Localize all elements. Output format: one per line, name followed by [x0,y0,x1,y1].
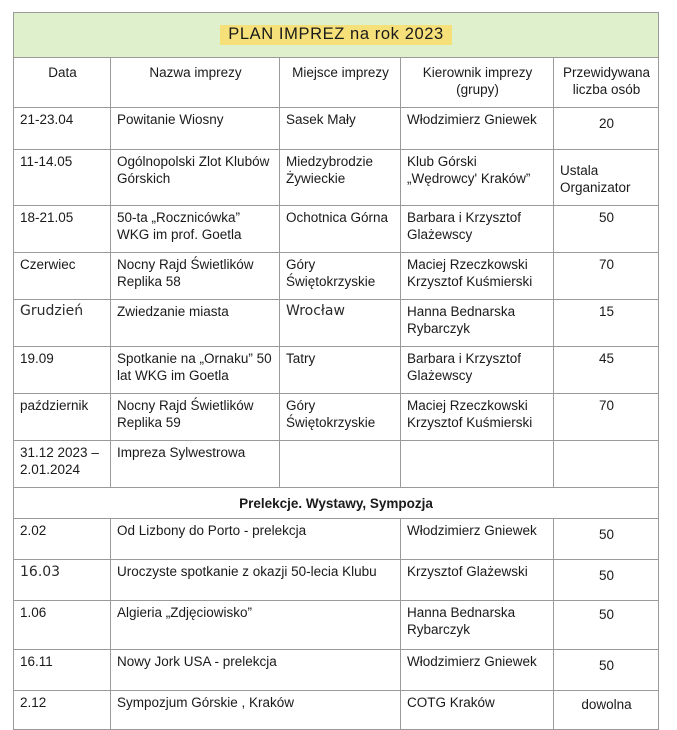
event-date: 18-21.05 [14,206,111,253]
title-row [14,13,659,58]
table-row [14,601,659,650]
lecture-count: 50 [554,560,659,601]
section-title: Prelekcje. Wystawy, Sympozja [14,488,659,519]
event-date: 11-14.05 [14,150,111,206]
table-row [14,560,659,601]
event-leader: Maciej Rzeczkowski Krzysztof Kuśmierski [401,394,554,441]
event-plan-table [13,12,659,730]
table-row [14,347,659,394]
event-place: Ochotnica Górna [280,206,401,253]
event-name: Spotkanie na „Ornaku” 50 lat WKG im Goetla [111,347,280,394]
event-date: 31.12 2023 – 2.01.2024 [14,441,111,488]
lecture-name: Algieria „Zdjęciowisko” [111,601,401,650]
event-place: Wrocław [280,300,401,347]
table-row [14,650,659,691]
lecture-date: 16.11 [14,650,111,691]
event-date: 21-23.04 [14,108,111,150]
table-row [14,108,659,150]
event-name: Impreza Sylwestrowa [111,441,280,488]
event-leader [401,441,554,488]
lecture-count: 50 [554,519,659,560]
event-plan-sheet [13,12,658,730]
event-place: Miedzybrodzie Żywieckie [280,150,401,206]
lecture-date: 1.06 [14,601,111,650]
event-count: 70 [554,253,659,300]
event-name: 50-ta „Rocznicówka” WKG im prof. Goetla [111,206,280,253]
table-row [14,691,659,730]
event-leader: Hanna Bednarska Rybarczyk [401,300,554,347]
table-row [14,300,659,347]
lecture-name: Nowy Jork USA - prelekcja [111,650,401,691]
table-row [14,253,659,300]
event-place: Góry Świętokrzyskie [280,253,401,300]
event-place: Tatry [280,347,401,394]
lecture-leader: COTG Kraków [401,691,554,730]
lecture-date: 2.02 [14,519,111,560]
section-header-row [14,488,659,519]
event-leader: Klub Górski „Wędrowcy' Kraków” [401,150,554,206]
event-count [554,441,659,488]
event-count: 15 [554,300,659,347]
event-name: Nocny Rajd Świetlików Replika 58 [111,253,280,300]
lecture-date: 2.12 [14,691,111,730]
event-leader: Barbara i Krzysztof Glażewscy [401,206,554,253]
lecture-count: 50 [554,601,659,650]
page-title: PLAN IMPREZ na rok 2023 [220,25,452,45]
event-count: 70 [554,394,659,441]
event-place [280,441,401,488]
event-date: 19.09 [14,347,111,394]
event-count: 50 [554,206,659,253]
table-row [14,150,659,206]
lecture-leader: Hanna Bednarska Rybarczyk [401,601,554,650]
header-leader: Kierownik imprezy (grupy) [401,58,554,108]
event-count: Ustala Organizator [554,150,659,206]
table-row [14,394,659,441]
event-leader: Maciej Rzeczkowski Krzysztof Kuśmierski [401,253,554,300]
event-date: październik [14,394,111,441]
header-count: Przewidywana liczba osób [554,58,659,108]
event-name: Nocny Rajd Świetlików Replika 59 [111,394,280,441]
title-cell [14,13,659,58]
lecture-count: 50 [554,650,659,691]
table-row [14,519,659,560]
table-row [14,206,659,253]
header-date: Data [14,58,111,108]
event-date: Czerwiec [14,253,111,300]
lecture-leader: Włodzimierz Gniewek [401,650,554,691]
event-date: Grudzień [14,300,111,347]
event-leader: Włodzimierz Gniewek [401,108,554,150]
event-count: 20 [554,108,659,150]
event-name: Powitanie Wiosny [111,108,280,150]
lecture-date: 16.03 [14,560,111,601]
lecture-count: dowolna [554,691,659,730]
header-row [14,58,659,108]
event-place: Sasek Mały [280,108,401,150]
header-place: Miejsce imprezy [280,58,401,108]
event-name: Zwiedzanie miasta [111,300,280,347]
header-name: Nazwa imprezy [111,58,280,108]
lecture-name: Od Lizbony do Porto - prelekcja [111,519,401,560]
event-name: Ogólnopolski Zlot Klubów Górskich [111,150,280,206]
event-place: Góry Świętokrzyskie [280,394,401,441]
event-leader: Barbara i Krzysztof Glażewscy [401,347,554,394]
lecture-leader: Krzysztof Glażewski [401,560,554,601]
lecture-name: Sympozjum Górskie , Kraków [111,691,401,730]
lecture-leader: Włodzimierz Gniewek [401,519,554,560]
lecture-name: Uroczyste spotkanie z okazji 50-lecia Klubu [111,560,401,601]
event-count: 45 [554,347,659,394]
table-row [14,441,659,488]
